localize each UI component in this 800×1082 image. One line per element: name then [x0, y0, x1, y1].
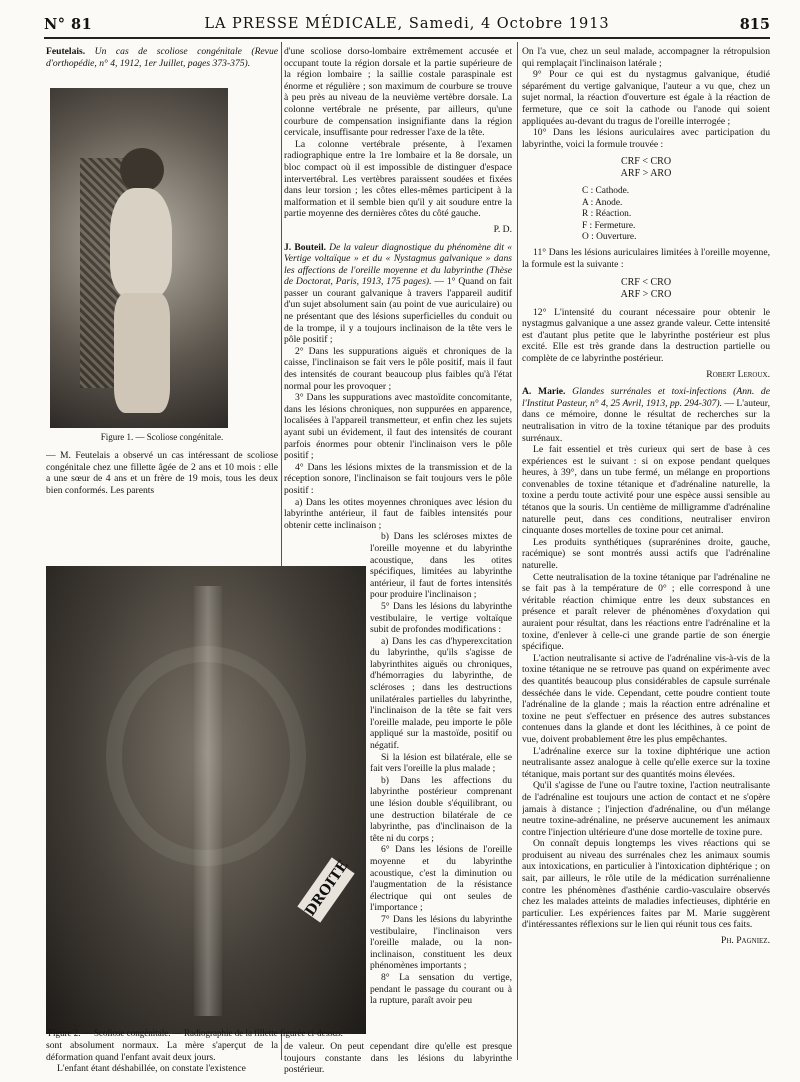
journal-title: LA PRESSE MÉDICALE, Samedi, 4 Octobre 1913 [204, 16, 610, 32]
paragraph: d'une scoliose dorso-lombaire extrêmement accusée et occupant toute la région dorsale et la partie supérieure de la région lombaire ; la saillie costale paraspinale est énorme et régulière ; son maximum de courbure se trouve à peu près au niveau de la neuvième vertèbre dorsale. La colonne vertébrale ne présente, par ailleurs, qu'une courbure de compensation insignifiante dans la région cervicale, insuffisante pour redresser l'axe de la tête. [284, 46, 512, 139]
paragraph: 11° Dans les lésions auriculaires limitées à l'oreille moyenne, la formule est la suivante : [522, 247, 770, 270]
paragraph: b) Dans les scléroses mixtes de l'oreille moyenne et du labyrinthe acoustique, dans les otites spécifiques, limitées au labyrinthe antérieur, il faut de fortes intensités pour produire l'inclinaison ; [370, 531, 512, 601]
paragraph: L'action neutralisante si active de l'adrénaline vis-à-vis de la toxine tétanique ne se retrouve pas quand on expérimente avec des quantités beaucoup plus considérables de capsule surrénale desséchée dans le vide. Cependant, cette poudre contient toute l'adrénaline de la glande ; mais la réaction entre adrénaline et toxine ne peut s'effectuer en présence des autres substances contenues dans la glande et dont les lécithines, à ce point de vue, doivent probablement être les plus empêchantes. [522, 652, 770, 745]
paragraph: de valeur. On peut cependant dire qu'elle est presque toujours constante dans les lésions du labyrinthe postérieur. [284, 1041, 512, 1076]
page-header [44, 14, 770, 38]
column-1-bottom [46, 1040, 278, 1080]
spine-shape [194, 586, 222, 1016]
signature: Robert Leroux. [706, 368, 770, 380]
issue-number: N° 81 [44, 16, 93, 33]
column-1-text [46, 450, 278, 496]
paragraph: 5° Dans les lésions du labyrinthe vestibulaire, le vertige voltaïque subit de profondes modifications : [370, 600, 512, 636]
column-3 [522, 46, 770, 1064]
paragraph: 10° Dans les lésions auriculaires avec participation du labyrinthe, voici la formule trouvée : [522, 127, 770, 150]
paragraph: 3° Dans les suppurations avec mastoïdite concomitante, dans les lésions chroniques, non suppurées en apparence, localisées à l'appareil transmetteur, et enfin chez les sujets ayant subi un évidement, il faut des intensités de courant parfois énormes pour obtenir l'inclinaison vers le pôle positif ; [284, 392, 512, 462]
column-2-bottom [284, 1041, 512, 1076]
paragraph: sont absolument normaux. La mère s'aperçut de la déformation quand l'enfant avait deux jours. [46, 1040, 278, 1063]
paragraph: b) Dans les affections du labyrinthe postérieur comprenant une lésion double s'équilibrant, ou une destruction bilatérale de ce labyrinthe, pas d'inclinaison de la tête ni du corps ; [370, 774, 512, 844]
paragraph: — M. Feutelais a observé un cas intéressant de scoliose congénitale chez une fillette âgée de 2 ans et 10 mois : elle a une sœur de 4 ans et un frère de 19 mois, tous les deux bien conformés. Les parents [46, 450, 278, 496]
paragraph: L'enfant étant déshabillée, on constate l'existence [57, 1063, 246, 1075]
paragraph: On connaît depuis longtemps les vives réactions qui se produisent au niveau des surrénales chez les animaux soumis aux intoxications, en particulier à l'intoxication diphtérique ; on sait, par ailleurs, le rôle utile de la médication surrénalienne contre les phénomènes d'asthénie cardio-vasculaire observés chez les malades atteints de maladies infectieuses, diphtérie en particulier. Les expériences faites par M. Marie suggèrent d'intéressantes réflexions sur le lien qui réunit tous ces faits. [522, 838, 770, 931]
paragraph: 6° Dans les lésions de l'oreille moyenne et du labyrinthe acoustique, c'est la diminution ou l'augmentation de la résistance électrique qui ont seules de l'importance ; [370, 844, 512, 914]
figure-2-caption: Figure 2. — Scoliose congénitale. — Radiographie de la fillette figurée ci-dessus. [48, 1028, 343, 1038]
child-head-shape [120, 148, 164, 192]
child-legs-shape [114, 293, 170, 413]
column-2 [284, 46, 512, 1064]
paragraph: Le fait essentiel et très curieux qui sert de base à ces expériences est le suivant : si on expose pendant quelques heures, à 39°, dans un tube fermé, un mélange en proportions convenables de toxine tétanique et d'adrénaline naturelle, la toxine a perdu toute activité pour une espèce aussi sensible au tétanos que la souris. Un centième de milligramme d'adrénaline naturelle peut, dans ces conditions, neutraliser environ cinquante doses mortelles de toxine pour cet animal. [522, 444, 770, 537]
paragraph: 4° Dans les lésions mixtes de la transmission et de la réception sonore, l'inclinaison se fait toujours vers le pôle positif : [284, 461, 512, 496]
formula-legend: C : Cathode. A : Anode. R : Réaction. F : Fermeture. O : Ouverture. [582, 186, 637, 242]
column-divider-2 [517, 42, 518, 1060]
signature: Ph. Pagniez. [721, 935, 770, 947]
narrow-text-block [370, 531, 512, 1006]
page-number: 815 [739, 16, 770, 33]
review-heading-bouteil: J. Bouteil. De la valeur diagnostique du phénomène dit « Vertige voltaïque » et du « Nystagmus galvanique » dans les affections de l'oreille moyenne et du labyrinthe (Thèse de Doctorat, Paris, 1913, 175 pages). — 1° Quand on fait passer un courant galvanique à travers l'appareil auditif d'un sujet absolument sain (au point de vue auriculaire) ou ne présentant que des lésions superficielles du conduit ou de la trompe, il y a toujours inclinaison de la tête vers le pôle positif ; [284, 241, 512, 346]
paragraph: Cette neutralisation de la toxine tétanique par l'adrénaline ne se fait pas à la température de 0° ; elle correspond à une véritable réaction chimique entre les deux substances en présence et paraît relever de phénomènes d'oxydation qui auraient pour résultat, dans les réactions entre l'adrénaline et la toxine, d'enlever à celle-ci une grande partie de son énergie spécifique. [522, 571, 770, 653]
paragraph: La colonne vertébrale présente, à l'examen radiographique entre la 1re lombaire et la 8e dorsale, un bloc compact où il est impossible de distinguer d'espace intervertébral. Les vertèbres paraissent soudées et fixées dans leur torsion ; les côtes elles-mêmes participent à la malformation et il semble bien qu'il y ait soudure entre la partie moyenne des dernières côtes du côté gauche. [284, 138, 512, 220]
review-heading-marie: A. Marie. Glandes surrénales et toxi-infections (Ann. de l'Institut Pasteur, n° 4, 25 Avril, 1913, pp. 294-307). — L'auteur, dans ce mémoire, donne le résultat de recherches sur la neutralisation in vitro de la toxine tétanique par des produits surrénaux. [522, 386, 770, 444]
paragraph: a) Dans les cas d'hyperexcitation du labyrinthe, qu'ils s'agisse de labyrinthites aiguës ou chroniques, d'hémorragies du labyrinthe, de scléroses ; dans les destructions unilatérales partielles du labyrinthe, l'inclinaison de la tête se fait vers l'oreille malade, peu importe le pôle appliqué sur la mastoïde, positif ou négatif. [370, 635, 512, 752]
header-rule [44, 37, 770, 39]
paragraph: 8° La sensation du vertige, pendant le passage du courant ou à la rupture, paraît avoir peu [370, 971, 512, 1007]
paragraph: 12° L'intensité du courant nécessaire pour obtenir le nystagmus galvanique a une assez grande valeur. Cette intensité est d'autant plus petite que le labyrinthe postérieur est plus excité. Elle est très grande dans la destruction partielle ou complète de ce labyrinthe postérieur. [522, 306, 770, 364]
paragraph: a) Dans les otites moyennes chroniques avec lésion du labyrinthe antérieur, il faut de faibles intensités pour obtenir cette inclinaison ; [284, 496, 512, 531]
paragraph: Qu'il s'agisse de l'une ou l'autre toxine, l'action neutralisante de l'adrénaline est toujours une action de contact et ne s'opère jamais à distance ; l'injection d'adrénaline, ou d'un mélange neutre toxine-adrénaline, ne préserve aucunement les animaux contre l'injection ultérieure d'une dose mortelle de toxine pure. [522, 780, 770, 838]
paragraph: 2° Dans les suppurations aiguës et chroniques de la caisse, l'inclinaison se fait vers le pôle positif, mais il faut des intensités de courant beaucoup plus faibles qu'à l'état normal pour les provoquer ; [284, 345, 512, 392]
formula-1: CRF < CRO ARF > ARO [620, 156, 672, 180]
signature: P. D. [493, 223, 512, 235]
paragraph: 9° Pour ce qui est du nystagmus galvanique, étudié séparément du vertige galvanique, l'auteur a vu que, chez un sujet normal, la réaction d'ouverture est égale à la réaction de fermeture, que ce soit la cathode ou l'anode qui soient appliquées au-devant du tragus de l'oreille interrogée ; [522, 69, 770, 127]
paragraph: L'adrénaline exerce sur la toxine diphtérique une action neutralisante assez analogue à celle qu'elle exerce sur la toxine tétanique, mais portant sur des quantités moins élevées. [522, 745, 770, 780]
paragraph: 7° Dans les lésions du labyrinthe vestibulaire, l'inclinaison vers l'oreille malade, ou la non-inclinaison, constituent les deux phénomènes importants ; [370, 913, 512, 972]
droite-label: DROITE [297, 857, 354, 922]
paragraph: Si la lésion est bilatérale, elle se fait vers l'oreille la plus malade ; [370, 751, 512, 775]
paragraph: On l'a vue, chez un seul malade, accompagner la rétropulsion qui remplaçait l'inclinaison latérale ; [522, 46, 770, 69]
review-heading-feutelais: Feutelais. Un cas de scoliose congénitale (Revue d'orthopédie, n° 4, 1912, 1er Juillet, pages 373-375). [46, 46, 278, 69]
formula-2: CRF < CRO ARF > CRO [620, 276, 672, 300]
figure-1-photo [50, 88, 228, 428]
paragraph: Les produits synthétiques (suprarénines droite, gauche, racémique) se sont montrés aussi actifs que l'adrénaline naturelle. [522, 536, 770, 572]
child-body-shape [110, 188, 172, 298]
figure-1-caption: Figure 1. — Scoliose congénitale. [100, 432, 224, 442]
